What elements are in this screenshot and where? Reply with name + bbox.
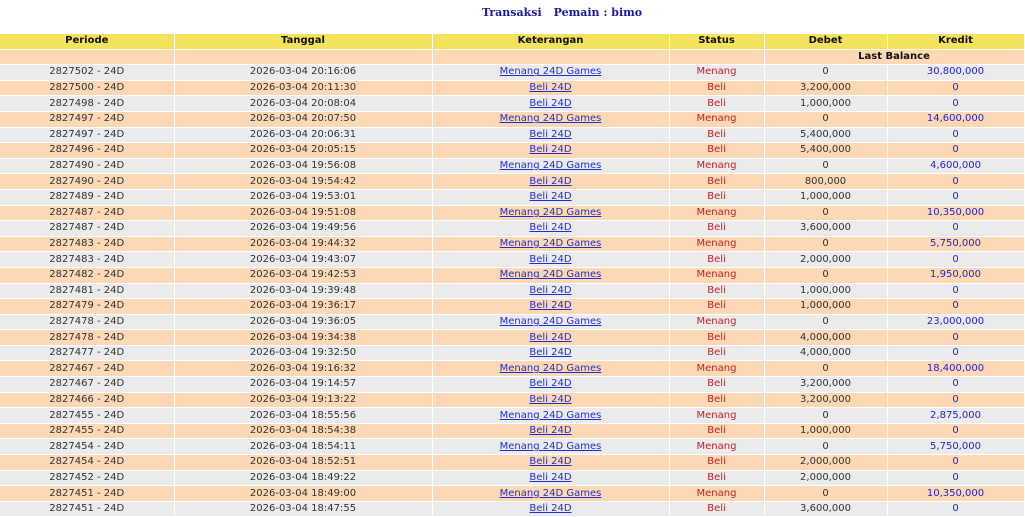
cell-tanggal: 2026-03-04 18:47:55 (174, 501, 432, 517)
col-header-tanggal[interactable]: Tanggal (174, 34, 432, 49)
cell-keterangan (432, 174, 669, 190)
keterangan-link[interactable]: Beli 24D (529, 284, 572, 296)
cell-periode: 2827496 - 24D (0, 143, 174, 159)
cell-kredit: 10,350,000 (887, 205, 1024, 221)
cell-keterangan (432, 501, 669, 517)
cell-tanggal: 2026-03-04 18:54:11 (174, 439, 432, 455)
keterangan-link[interactable]: Menang 24D Games (499, 113, 602, 125)
cell-debet: 2,000,000 (764, 470, 887, 486)
cell-periode: 2827497 - 24D (0, 111, 174, 127)
cell-tanggal: 2026-03-04 18:52:51 (174, 455, 432, 471)
cell-periode: 2827452 - 24D (0, 470, 174, 486)
cell-periode: 2827500 - 24D (0, 80, 174, 96)
cell-tanggal: 2026-03-04 19:49:56 (174, 221, 432, 237)
keterangan-link[interactable]: Beli 24D (529, 144, 572, 156)
cell-status: Beli (669, 345, 764, 361)
keterangan-link[interactable]: Beli 24D (529, 128, 572, 140)
keterangan-link[interactable]: Beli 24D (529, 222, 572, 234)
empty-cell (669, 49, 764, 65)
keterangan-link[interactable]: Menang 24D Games (499, 269, 602, 281)
table-row (0, 455, 1024, 471)
table-row (0, 299, 1024, 315)
cell-keterangan (432, 330, 669, 346)
cell-keterangan (432, 143, 669, 159)
keterangan-link[interactable]: Menang 24D Games (499, 487, 602, 499)
keterangan-link[interactable]: Menang 24D Games (499, 238, 602, 250)
cell-tanggal: 2026-03-04 20:06:31 (174, 127, 432, 143)
cell-tanggal: 2026-03-04 20:16:06 (174, 65, 432, 81)
table-row (0, 470, 1024, 486)
cell-keterangan (432, 423, 669, 439)
last-balance-label: Last Balance (764, 49, 1024, 65)
cell-keterangan (432, 345, 669, 361)
cell-status: Beli (669, 252, 764, 268)
cell-status: Menang (669, 408, 764, 424)
cell-keterangan (432, 80, 669, 96)
cell-debet: 1,000,000 (764, 299, 887, 315)
cell-kredit: 0 (887, 189, 1024, 205)
cell-kredit: 0 (887, 96, 1024, 112)
keterangan-link[interactable]: Beli 24D (529, 347, 572, 359)
cell-status: Menang (669, 486, 764, 502)
cell-keterangan (432, 455, 669, 471)
cell-keterangan (432, 361, 669, 377)
cell-keterangan (432, 283, 669, 299)
cell-debet: 0 (764, 267, 887, 283)
cell-debet: 0 (764, 314, 887, 330)
cell-kredit: 0 (887, 252, 1024, 268)
cell-debet: 2,000,000 (764, 252, 887, 268)
cell-tanggal: 2026-03-04 19:34:38 (174, 330, 432, 346)
cell-keterangan (432, 189, 669, 205)
cell-status: Beli (669, 299, 764, 315)
cell-periode: 2827454 - 24D (0, 439, 174, 455)
cell-tanggal: 2026-03-04 20:05:15 (174, 143, 432, 159)
cell-periode: 2827454 - 24D (0, 455, 174, 471)
cell-status: Menang (669, 314, 764, 330)
cell-tanggal: 2026-03-04 19:44:32 (174, 236, 432, 252)
empty-cell (0, 49, 174, 65)
cell-debet: 1,000,000 (764, 283, 887, 299)
cell-tanggal: 2026-03-04 19:13:22 (174, 392, 432, 408)
keterangan-link[interactable]: Menang 24D Games (499, 160, 602, 172)
table-row (0, 439, 1024, 455)
cell-keterangan (432, 205, 669, 221)
cell-keterangan (432, 470, 669, 486)
table-row (0, 65, 1024, 81)
cell-debet: 0 (764, 111, 887, 127)
cell-periode: 2827498 - 24D (0, 96, 174, 112)
table-row (0, 392, 1024, 408)
keterangan-link[interactable]: Menang 24D Games (499, 66, 602, 78)
table-row (0, 423, 1024, 439)
cell-kredit: 0 (887, 80, 1024, 96)
cell-keterangan (432, 439, 669, 455)
cell-debet: 1,000,000 (764, 423, 887, 439)
table-row (0, 377, 1024, 393)
table-row (0, 252, 1024, 268)
cell-status: Beli (669, 501, 764, 517)
cell-tanggal: 2026-03-04 18:54:38 (174, 423, 432, 439)
cell-debet: 0 (764, 205, 887, 221)
table-row (0, 501, 1024, 517)
cell-debet: 3,600,000 (764, 221, 887, 237)
cell-periode: 2827477 - 24D (0, 345, 174, 361)
transaction-table (0, 34, 1025, 517)
table-row (0, 189, 1024, 205)
cell-kredit: 0 (887, 174, 1024, 190)
keterangan-link[interactable]: Beli 24D (529, 82, 572, 94)
cell-status: Beli (669, 174, 764, 190)
cell-status: Beli (669, 392, 764, 408)
cell-status: Menang (669, 65, 764, 81)
table-row (0, 408, 1024, 424)
cell-kredit: 5,750,000 (887, 439, 1024, 455)
keterangan-link[interactable]: Menang 24D Games (499, 362, 602, 374)
cell-status: Beli (669, 96, 764, 112)
cell-debet: 5,400,000 (764, 143, 887, 159)
col-header-periode[interactable]: Periode (0, 34, 174, 49)
table-row (0, 143, 1024, 159)
keterangan-link[interactable]: Beli 24D (529, 300, 572, 312)
cell-kredit: 18,400,000 (887, 361, 1024, 377)
cell-status: Menang (669, 267, 764, 283)
cell-debet: 0 (764, 236, 887, 252)
cell-tanggal: 2026-03-04 19:14:57 (174, 377, 432, 393)
cell-debet: 3,200,000 (764, 80, 887, 96)
cell-kredit: 0 (887, 423, 1024, 439)
cell-debet: 0 (764, 158, 887, 174)
cell-kredit: 14,600,000 (887, 111, 1024, 127)
cell-debet: 0 (764, 408, 887, 424)
cell-kredit: 0 (887, 501, 1024, 517)
cell-keterangan (432, 252, 669, 268)
cell-keterangan (432, 221, 669, 237)
cell-kredit: 1,950,000 (887, 267, 1024, 283)
cell-keterangan (432, 65, 669, 81)
last-balance-row (0, 49, 1024, 65)
cell-debet: 3,600,000 (764, 501, 887, 517)
cell-keterangan (432, 408, 669, 424)
cell-kredit: 0 (887, 143, 1024, 159)
cell-periode: 2827467 - 24D (0, 361, 174, 377)
cell-tanggal: 2026-03-04 20:08:04 (174, 96, 432, 112)
cell-periode: 2827481 - 24D (0, 283, 174, 299)
cell-keterangan (432, 127, 669, 143)
cell-kredit: 0 (887, 283, 1024, 299)
cell-periode: 2827478 - 24D (0, 314, 174, 330)
cell-tanggal: 2026-03-04 19:16:32 (174, 361, 432, 377)
keterangan-link[interactable]: Beli 24D (529, 378, 572, 390)
cell-status: Beli (669, 80, 764, 96)
keterangan-link[interactable]: Beli 24D (529, 331, 572, 343)
cell-tanggal: 2026-03-04 18:49:22 (174, 470, 432, 486)
cell-status: Beli (669, 143, 764, 159)
table-row (0, 158, 1024, 174)
cell-debet: 5,400,000 (764, 127, 887, 143)
cell-periode: 2827490 - 24D (0, 158, 174, 174)
cell-periode: 2827455 - 24D (0, 408, 174, 424)
table-row (0, 267, 1024, 283)
cell-periode: 2827451 - 24D (0, 486, 174, 502)
col-header-status[interactable]: Status (669, 34, 764, 49)
cell-kredit: 0 (887, 377, 1024, 393)
cell-tanggal: 2026-03-04 19:56:08 (174, 158, 432, 174)
col-header-debet[interactable]: Debet (764, 34, 887, 49)
cell-keterangan (432, 377, 669, 393)
empty-cell (432, 49, 669, 65)
table-row (0, 111, 1024, 127)
keterangan-link[interactable]: Beli 24D (529, 471, 572, 483)
cell-keterangan (432, 314, 669, 330)
table-row (0, 283, 1024, 299)
cell-periode: 2827467 - 24D (0, 377, 174, 393)
table-row (0, 96, 1024, 112)
cell-kredit: 0 (887, 330, 1024, 346)
cell-tanggal: 2026-03-04 19:39:48 (174, 283, 432, 299)
cell-kredit: 5,750,000 (887, 236, 1024, 252)
page-header (0, 0, 1024, 34)
cell-tanggal: 2026-03-04 19:53:01 (174, 189, 432, 205)
cell-kredit: 0 (887, 392, 1024, 408)
cell-status: Beli (669, 470, 764, 486)
cell-kredit: 23,000,000 (887, 314, 1024, 330)
cell-periode: 2827490 - 24D (0, 174, 174, 190)
cell-kredit: 0 (887, 470, 1024, 486)
keterangan-link[interactable]: Menang 24D Games (499, 409, 602, 421)
keterangan-link[interactable]: Menang 24D Games (499, 315, 602, 327)
cell-kredit: 0 (887, 455, 1024, 471)
col-header-kredit[interactable]: Kredit (887, 34, 1024, 49)
cell-tanggal: 2026-03-04 19:42:53 (174, 267, 432, 283)
keterangan-link[interactable]: Beli 24D (529, 253, 572, 265)
table-row (0, 345, 1024, 361)
cell-periode: 2827451 - 24D (0, 501, 174, 517)
cell-kredit: 10,350,000 (887, 486, 1024, 502)
cell-tanggal: 2026-03-04 20:11:30 (174, 80, 432, 96)
cell-debet: 4,000,000 (764, 345, 887, 361)
cell-keterangan (432, 267, 669, 283)
cell-kredit: 2,875,000 (887, 408, 1024, 424)
cell-periode: 2827487 - 24D (0, 221, 174, 237)
table-row (0, 486, 1024, 502)
cell-kredit: 0 (887, 299, 1024, 315)
cell-status: Beli (669, 127, 764, 143)
cell-status: Beli (669, 423, 764, 439)
cell-status: Beli (669, 283, 764, 299)
cell-tanggal: 2026-03-04 19:54:42 (174, 174, 432, 190)
keterangan-link[interactable]: Beli 24D (529, 456, 572, 468)
cell-status: Menang (669, 111, 764, 127)
cell-keterangan (432, 486, 669, 502)
cell-periode: 2827479 - 24D (0, 299, 174, 315)
table-row (0, 127, 1024, 143)
table-row (0, 205, 1024, 221)
cell-periode: 2827497 - 24D (0, 127, 174, 143)
cell-kredit: 0 (887, 345, 1024, 361)
table-row (0, 361, 1024, 377)
cell-kredit: 4,600,000 (887, 158, 1024, 174)
cell-tanggal: 2026-03-04 19:32:50 (174, 345, 432, 361)
cell-periode: 2827489 - 24D (0, 189, 174, 205)
cell-status: Menang (669, 158, 764, 174)
cell-keterangan (432, 158, 669, 174)
keterangan-link[interactable]: Beli 24D (529, 97, 572, 109)
cell-keterangan (432, 299, 669, 315)
cell-debet: 3,200,000 (764, 392, 887, 408)
table-row (0, 314, 1024, 330)
cell-tanggal: 2026-03-04 19:36:17 (174, 299, 432, 315)
title-pemain: Pemain : bimo (553, 6, 643, 19)
cell-debet: 4,000,000 (764, 330, 887, 346)
cell-debet: 0 (764, 439, 887, 455)
keterangan-link[interactable]: Menang 24D Games (499, 440, 602, 452)
cell-keterangan (432, 96, 669, 112)
cell-debet: 0 (764, 486, 887, 502)
cell-status: Beli (669, 330, 764, 346)
cell-kredit: 30,800,000 (887, 65, 1024, 81)
keterangan-link[interactable]: Beli 24D (529, 191, 572, 203)
page-title (482, 6, 643, 19)
cell-kredit: 0 (887, 127, 1024, 143)
cell-tanggal: 2026-03-04 18:55:56 (174, 408, 432, 424)
cell-status: Menang (669, 361, 764, 377)
cell-keterangan (432, 111, 669, 127)
cell-debet: 2,000,000 (764, 455, 887, 471)
cell-debet: 0 (764, 361, 887, 377)
cell-status: Menang (669, 236, 764, 252)
cell-periode: 2827478 - 24D (0, 330, 174, 346)
col-header-keterangan[interactable]: Keterangan (432, 34, 669, 49)
cell-periode: 2827466 - 24D (0, 392, 174, 408)
cell-status: Beli (669, 189, 764, 205)
cell-status: Menang (669, 205, 764, 221)
keterangan-link[interactable]: Beli 24D (529, 503, 572, 515)
cell-periode: 2827483 - 24D (0, 236, 174, 252)
cell-kredit: 0 (887, 221, 1024, 237)
keterangan-link[interactable]: Beli 24D (529, 425, 572, 437)
cell-periode: 2827502 - 24D (0, 65, 174, 81)
table-row (0, 80, 1024, 96)
table-row (0, 236, 1024, 252)
cell-periode: 2827487 - 24D (0, 205, 174, 221)
keterangan-link[interactable]: Beli 24D (529, 175, 572, 187)
cell-tanggal: 2026-03-04 19:51:08 (174, 205, 432, 221)
table-row (0, 174, 1024, 190)
cell-status: Beli (669, 455, 764, 471)
table-row (0, 221, 1024, 237)
cell-tanggal: 2026-03-04 18:49:00 (174, 486, 432, 502)
cell-tanggal: 2026-03-04 19:36:05 (174, 314, 432, 330)
empty-cell (174, 49, 432, 65)
cell-status: Beli (669, 377, 764, 393)
cell-keterangan (432, 236, 669, 252)
cell-debet: 0 (764, 65, 887, 81)
cell-periode: 2827482 - 24D (0, 267, 174, 283)
keterangan-link[interactable]: Beli 24D (529, 393, 572, 405)
keterangan-link[interactable]: Menang 24D Games (499, 206, 602, 218)
cell-status: Menang (669, 439, 764, 455)
cell-tanggal: 2026-03-04 19:43:07 (174, 252, 432, 268)
cell-debet: 3,200,000 (764, 377, 887, 393)
cell-debet: 800,000 (764, 174, 887, 190)
cell-periode: 2827483 - 24D (0, 252, 174, 268)
cell-debet: 1,000,000 (764, 189, 887, 205)
cell-keterangan (432, 392, 669, 408)
cell-status: Beli (669, 221, 764, 237)
table-header-row (0, 34, 1024, 49)
cell-periode: 2827455 - 24D (0, 423, 174, 439)
title-transaksi: Transaksi (482, 6, 542, 19)
cell-debet: 1,000,000 (764, 96, 887, 112)
cell-tanggal: 2026-03-04 20:07:50 (174, 111, 432, 127)
table-row (0, 330, 1024, 346)
